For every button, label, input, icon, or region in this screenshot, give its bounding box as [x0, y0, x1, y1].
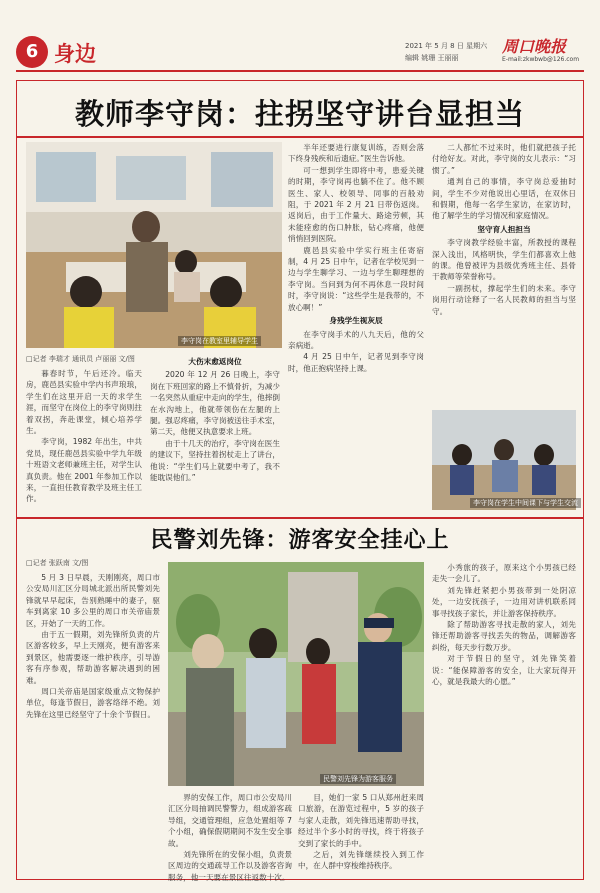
paragraph: 目，她们一家 5 口从郑州赶来周口旅游，在游览过程中，5 岁的孩子与家人走散，刘先锋迅速帮助寻找，经过半个多小时的寻找，终于将孩子交到了家长的手中。	[298, 793, 424, 848]
section-title: 身边	[54, 41, 96, 66]
paragraph: 可一想到学生即将中考，患爱关键的时期，李守岗再也躺不住了。他不顾医生、家人、校领导、同事的百般劝阻，于 2021 年 2 月 21 日带伤返岗。返岗后，由于工作量大、路途劳顿，其未能痊愈的伤口肿胀，钻心疼痛，他便悄悄回到医院。	[288, 165, 424, 244]
paragraph: 除了帮助游客寻找走散的家人，刘先锋还帮助游客寻找丢失的物品，调解游客纠纷，每天步行数万步。	[432, 620, 576, 652]
paragraph: 一副拐杖，撑起学生们的未来。李守岗用行动诠释了一名人民教师的担当与坚守。	[432, 283, 576, 316]
article1-column-3	[288, 142, 424, 518]
paragraph: 小秀旅的孩子，原来这个小男孩已经走失一会儿了。	[432, 563, 576, 584]
article2-photo-caption: 民警刘先锋为游客服务	[320, 774, 396, 784]
paragraph: 暮春时节，午后还冷。临天房，鹿邑县实验中学内书声琅琅，学生们在这里开启一天的求学生涯，而坚守在岗位上的李守岗则拄着双拐，奔赴课堂，倾心培养学生。	[26, 369, 142, 436]
article2-column-1	[26, 572, 160, 872]
paragraph: 之后，刘先锋继续投入到工作中，在人群中穿梭维持秩序。	[298, 850, 424, 871]
paragraph: 李守岗教学经验丰富，所教授的课程深入浅出，风格明快，学生们都喜欢上他的课。他曾被评为县级优秀班主任、县骨干教师等荣誉称号。	[432, 238, 576, 282]
paragraph: 由于十几天的治疗，李守岗在医生的建议下，坚持拄着拐杖走上了讲台，他说：“学生们马上就要中考了，我不能耽误他们。”	[150, 438, 280, 483]
email-line: E-mail:zkwbwb@126.com	[502, 56, 580, 63]
paragraph: 鹿邑县实验中学实行班主任寄宿制，4 月 25 日中午，记者在学校见到一边与学生聊学习、一边与学生聊理想的李守岗。当问到为何不再休息一段时间时，李守岗说：“这些学生是我带的，不放心啊！”	[288, 245, 424, 312]
subheading: 坚守育人担担当	[477, 224, 531, 234]
paragraph: 4 月 25 日中午，记者见到李守岗时，他正抱病坚持上课。	[288, 352, 424, 373]
header-rule	[16, 70, 584, 72]
article2-column-4	[432, 562, 576, 874]
article1-photo1-caption: 李守岗在教室里辅导学生	[178, 336, 261, 346]
paragraph: 界的安保工作，周口市公安局川汇区分局抽调民警警力，组成游客疏导组，交通管理组，应急处置组等 7 个小组，确保假期期间不发生安全事故。	[168, 793, 292, 848]
article2-photo-police	[168, 562, 424, 786]
article2-column-3	[298, 792, 424, 874]
paragraph: 2020 年 12 月 26 日晚上，李守岗在下班回家的路上不慎骨折，为减少一名突然从重症中走向的学生，他摔倒在水沟地上，他就带领伤在左腿的上腿。强忍疼痛，李守岗被送往手术室，第二天，他便又执意要求上班。	[150, 370, 280, 437]
article1-headline: 教师李守岗：拄拐坚守讲台显担当	[74, 97, 525, 131]
subheading: 大伤末愈返岗位	[188, 357, 242, 366]
paragraph: 周口关帝庙是国家级重点文物保护单位，每逢节假日，游客络绎不绝。刘先锋在这里已经坚守了十余个节假日。	[26, 687, 160, 719]
editor-line: 编辑 姚珊 王丽丽	[405, 54, 459, 62]
paragraph: 刘先锋所在的安保小组，负责景区周边的交通疏导工作以及游客咨询服务，他一天要在景区往返数十次。	[168, 850, 292, 882]
article2-column-2	[168, 792, 292, 882]
paragraph: 半年还要进行康复训练，否则会落下终身残疾和后遗症。”医生告诉他。	[288, 143, 424, 164]
paragraph: 5 月 3 日早晨，天刚刚亮，周口市公安局川汇区分局城北派出所民警刘先锋就早早起床，告别熟睡中的妻子，驱车到离家 10 多公里的周口市关帝庙景区，开始了一天的工作。	[26, 573, 160, 628]
subheading: 身残学生视灰辰	[329, 316, 383, 326]
paragraph: 二人都忙不过来时，他们就把孩子托付给好友。对此，李守岗的女儿表示：“习惯了。”	[432, 143, 576, 175]
article1-photo-classroom	[26, 142, 282, 348]
article2-headline: 民警刘先锋：游客安全挂心上	[150, 527, 450, 553]
article1-column-4	[432, 142, 576, 408]
paragraph: 李守岗，1982 年出生，中共党员，现任鹿邑县实验中学九年级十班语文老师兼班主任，对学生认真负责。他在 2001 年参加工作以来，一直担任教育教学及班主任工作。	[26, 437, 142, 504]
brand-logo: 周口晚报	[502, 37, 567, 56]
article1-column-1	[26, 368, 142, 518]
paragraph: 由于五一假期，刘先锋所负责的片区游客较多，早上天刚亮，便有游客来到景区，他需要逐一维护秩序，引导游客有序参观，帮助游客解决遇到的困难。	[26, 630, 160, 685]
article1-byline: □记者 李瑞才 通讯员 卢丽丽 文/图	[26, 355, 135, 363]
page-number-badge: 6	[16, 36, 48, 68]
article1-column-2	[150, 354, 280, 518]
article1-photo-students	[432, 410, 576, 510]
article1-photo2-caption: 李守岗在学生中间课下与学生交流	[470, 498, 581, 508]
article1-title-rule	[16, 136, 584, 138]
date-line: 2021 年 5 月 8 日 星期六	[405, 42, 488, 50]
paragraph: 通判自己的事情，李守岗总爱抽时间，学生不少对他说出心里话，在双休日和假期，他每一名学生家访，在家访时，他了解学生的学习情况和家庭情况。	[432, 177, 576, 221]
paragraph: 对于节假日的坚守，刘先锋笑着说：“能保障游客的安全，让大家玩得开心，就是我最大的心愿。”	[432, 654, 576, 687]
paragraph: 刘先锋赶紧把小男孩带到一处阴凉处，一边安抚孩子，一边用对讲机联系同事寻找孩子家长，并让游客保持秩序。	[432, 585, 576, 618]
paragraph: 在李守岗手术的八九天后，他的父亲病逝。	[288, 329, 424, 350]
article2-byline: □记者 张跃南 文/图	[26, 559, 89, 567]
article-separator	[16, 517, 584, 519]
